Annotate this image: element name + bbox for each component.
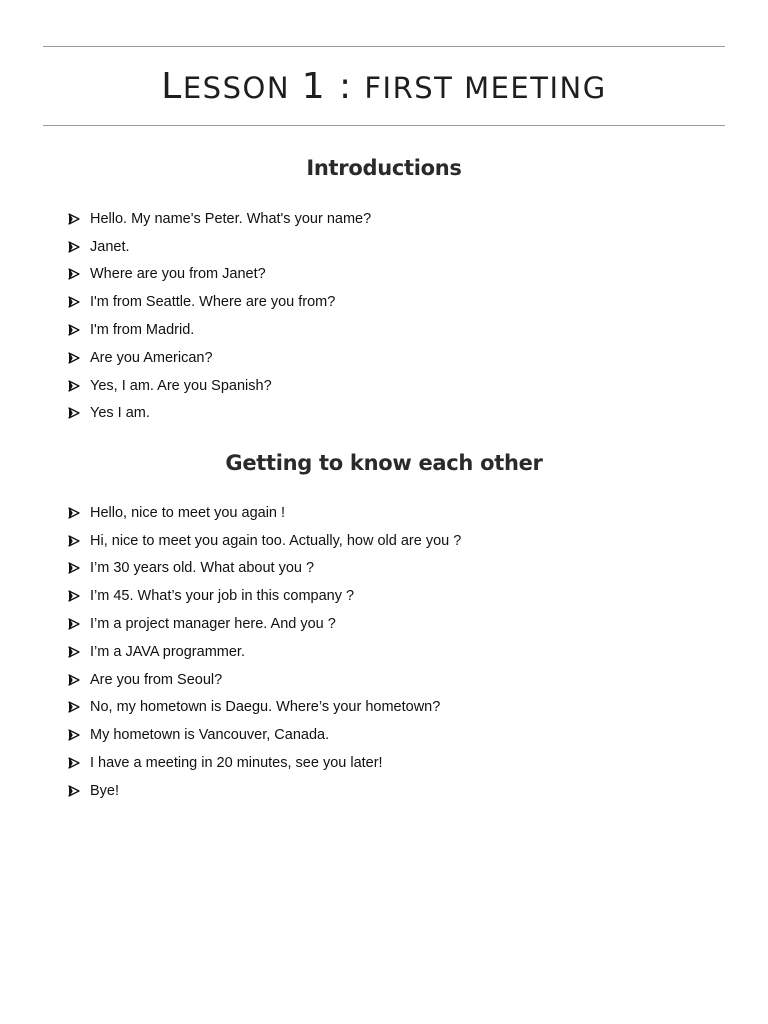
dialog-line-text: My hometown is Vancouver, Canada.	[90, 727, 330, 744]
section-heading-getting-to-know: Getting to know each other	[225, 451, 543, 475]
title-prefix-cap: L	[161, 66, 183, 107]
section-heading-introductions: Introductions	[306, 156, 462, 180]
dialog-line-text: Where are you from Janet?	[90, 266, 266, 283]
arrowhead-bullet-icon	[68, 407, 90, 419]
page-title	[0, 66, 768, 107]
dialog-line	[68, 777, 708, 805]
dialog-line-text: No, my hometown is Daegu. Where’s your hometown?	[90, 699, 441, 716]
dialog-line-text: Hello. My name's Peter. What's your name?	[90, 210, 372, 227]
dialog-line-text: Janet.	[90, 238, 130, 255]
arrowhead-bullet-icon	[68, 674, 90, 686]
dialog-line	[68, 694, 708, 722]
dialog-line-text: Are you American?	[90, 349, 213, 366]
dialog-line	[68, 666, 708, 694]
dialog-line-text: Are you from Seoul?	[90, 671, 223, 688]
top-divider	[43, 46, 725, 47]
dialog-line	[68, 527, 708, 555]
dialog-line-text: I'm from Seattle. Where are you from?	[90, 294, 336, 311]
title-number: 1 :	[301, 66, 353, 107]
dialog-line	[68, 721, 708, 749]
bottom-divider	[43, 125, 725, 126]
arrowhead-bullet-icon	[68, 535, 90, 547]
dialog-line	[68, 749, 708, 777]
dialog-line-text: I’m a JAVA programmer.	[90, 643, 245, 660]
dialog-line-text: Hello, nice to meet you again !	[90, 504, 286, 521]
dialog-line	[68, 288, 708, 316]
dialog-line-text: Yes, I am. Are you Spanish?	[90, 377, 272, 394]
arrowhead-bullet-icon	[68, 241, 90, 253]
dialog-line-text: Yes I am.	[90, 405, 150, 422]
dialog-line	[68, 638, 708, 666]
arrowhead-bullet-icon	[68, 507, 90, 519]
dialog-line	[68, 555, 708, 583]
arrowhead-bullet-icon	[68, 590, 90, 602]
dialog-line	[68, 233, 708, 261]
arrowhead-bullet-icon	[68, 562, 90, 574]
dialog-line	[68, 582, 708, 610]
dialog-line-text: I'm from Madrid.	[90, 322, 195, 339]
dialog-line	[68, 261, 708, 289]
dialog-list-introductions	[68, 205, 708, 427]
dialog-line-text: I have a meeting in 20 minutes, see you later!	[90, 755, 383, 772]
title-prefix-rest: ESSON	[182, 71, 291, 105]
dialog-line	[68, 400, 708, 428]
arrowhead-bullet-icon	[68, 213, 90, 225]
title-rest: FIRST MEETING	[364, 71, 607, 105]
dialog-line	[68, 316, 708, 344]
arrowhead-bullet-icon	[68, 785, 90, 797]
arrowhead-bullet-icon	[68, 296, 90, 308]
arrowhead-bullet-icon	[68, 324, 90, 336]
arrowhead-bullet-icon	[68, 646, 90, 658]
dialog-line	[68, 344, 708, 372]
arrowhead-bullet-icon	[68, 268, 90, 280]
dialog-line	[68, 610, 708, 638]
arrowhead-bullet-icon	[68, 757, 90, 769]
arrowhead-bullet-icon	[68, 352, 90, 364]
dialog-list-getting-to-know	[68, 499, 708, 805]
dialog-line	[68, 499, 708, 527]
arrowhead-bullet-icon	[68, 729, 90, 741]
arrowhead-bullet-icon	[68, 380, 90, 392]
dialog-line-text: I’m 30 years old. What about you ?	[90, 560, 315, 577]
arrowhead-bullet-icon	[68, 701, 90, 713]
arrowhead-bullet-icon	[68, 618, 90, 630]
dialog-line	[68, 372, 708, 400]
dialog-line-text: I’m 45. What’s your job in this company ?	[90, 588, 355, 605]
dialog-line	[68, 205, 708, 233]
dialog-line-text: I’m a project manager here. And you ?	[90, 616, 336, 633]
dialog-line-text: Bye!	[90, 782, 120, 799]
dialog-line-text: Hi, nice to meet you again too. Actually, how old are you ?	[90, 532, 462, 549]
